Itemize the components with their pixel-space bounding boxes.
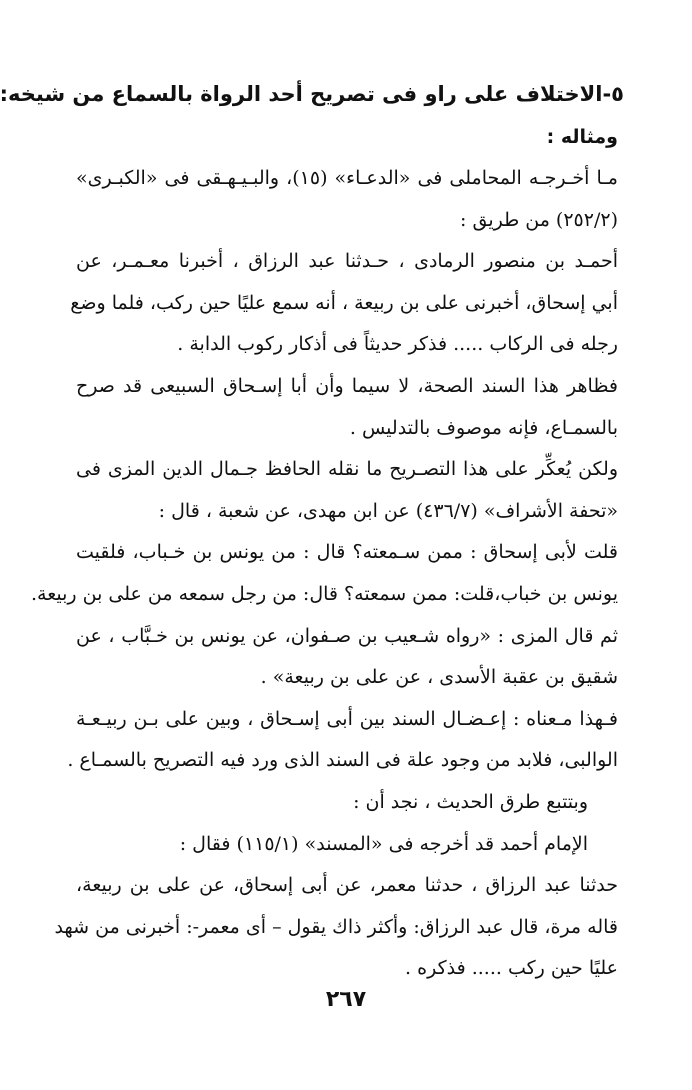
text-line: حدثنا عبد الرزاق ، حدثنا معمر، عن أبى إسحاق، عن على بن ربيعة، [76,874,618,897]
text-line: فظاهر هذا السند الصحة، لا سيما وأن أبا إسـحاق السبيعى قد صرح [76,374,618,397]
text-line: بالسمـاع، فإنه موصوف بالتدليس . [349,416,618,439]
section-heading: ٥-الاختلاف على راو فى تصريح أحد الرواة بالسماع من شيخه: [0,82,624,106]
text-line: (٢٥٢/٢) من طريق : [460,208,618,231]
example-label: ومثاله : [546,126,618,148]
text-line: مـا أخـرجـه المحاملى فى «الدعـاء» (١٥)، والبـيـهـقى فى «الكبـرى» [76,167,618,189]
text-line: شقيق بن عقبة الأسدى ، عن على بن ربيعة» . [260,666,618,689]
text-line: الوالبى، فلابد من وجود علة فى السند الذى ورد فيه التصريح بالسمـاع . [67,749,618,772]
page-number: ٢٦٧ [325,987,367,1012]
text-line: ولكن يُعكِّر على هذا التصـريح ما نقله الحافظ جـمال الدين المزى فى [76,458,618,481]
text-line: «تحفة الأشراف» (٤٣٦/٧) عن ابن مهدى، عن شعبة ، قال : [158,499,618,522]
text-line: الإمام أحمد قد أخرجه فى «المسند» (١١٥/١) فقال : [179,832,588,855]
text-line: قلت لأبى إسحاق : ممن سـمعته؟ قال : من يونس بن خـباب، فلقيت [76,541,618,564]
text-line: ثم قال المزى : «رواه شـعيب بن صـفوان، عن يونس بن خـبَّاب ، عن [76,624,618,647]
text-line: أحمـد بن منصور الرمادى ، حـدثنا عبد الرزاق ، أخبرنا معـمـر، عن [76,250,618,273]
text-line: فـهذا مـعناه : إعـضـال السند بين أبى إسـحاق ، وبين على بـن ربيـعـة [76,707,618,730]
text-line: وبتتبع طرق الحديث ، نجد أن : [353,790,588,813]
text-line: رجله فى الركاب ..... فذكر حديثاً فى أذكار ركوب الدابة . [177,333,618,356]
text-line: عليًا حين ركب ..... فذكره . [405,957,618,980]
text-line: قاله مرة، قال عبد الرزاق: وأكثر ذاك يقول – أى معمر-: أخبرنى من شهد [54,915,618,938]
text-line: أبي إسحاق، أخبرنى على بن ربيعة ، أنه سمع عليًا حين ركب، فلما وضع [70,291,618,314]
text-line: يونس بن خباب،قلت: ممن سمعته؟ قال: من رجل سمعه من على بن ربيعة. [31,582,618,605]
